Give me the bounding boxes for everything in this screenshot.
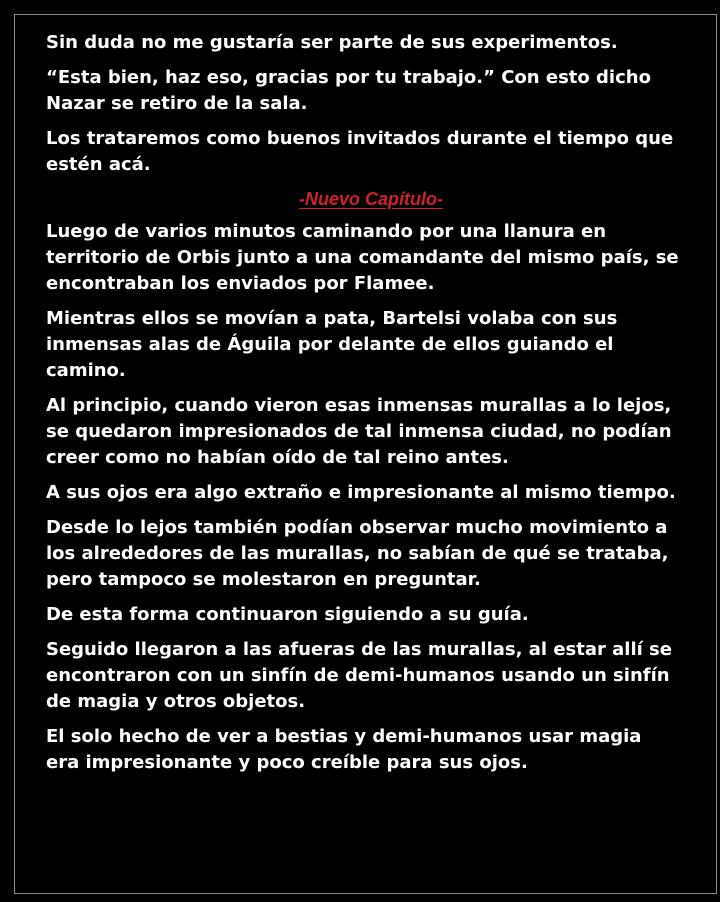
paragraphs-before-heading: [46, 30, 696, 178]
text-line: Sin duda no me gustaría ser parte de sus experimentos.: [46, 32, 618, 53]
text-line: Luego de varios minutos caminando por una llanura en: [46, 221, 607, 242]
paragraph: [46, 219, 696, 297]
text-line: Al principio, cuando vieron esas inmensas murallas a lo lejos,: [46, 395, 672, 416]
paragraph: [46, 126, 696, 178]
text-line: creer como no habían oído de tal reino antes.: [46, 447, 509, 468]
paragraph: [46, 602, 696, 628]
text-line: encontraron con un sinfín de demi-humanos usando un sinfín: [46, 665, 670, 686]
paragraph: [46, 515, 696, 593]
text-line: se quedaron impresionados de tal inmensa ciudad, no podían: [46, 421, 672, 442]
text-line: pero tampoco se molestaron en preguntar.: [46, 569, 481, 590]
text-line: Desde lo lejos también podían observar mucho movimiento a: [46, 517, 668, 538]
chapter-heading: -Nuevo Capítulo-: [299, 189, 443, 209]
text-line: de magia y otros objetos.: [46, 691, 306, 712]
text-line: Nazar se retiro de la sala.: [46, 93, 308, 114]
text-line: estén acá.: [46, 154, 151, 175]
text-line: A sus ojos era algo extraño e impresionante al mismo tiempo.: [46, 482, 676, 503]
paragraph: [46, 637, 696, 715]
text-line: encontraban los enviados por Flamee.: [46, 273, 435, 294]
text-line: camino.: [46, 360, 126, 381]
text-line: los alrededores de las murallas, no sabían de qué se trataba,: [46, 543, 669, 564]
paragraph: [46, 65, 696, 117]
paragraph: [46, 724, 696, 776]
text-line: Mientras ellos se movían a pata, Bartelsi volaba con sus: [46, 308, 618, 329]
text-line: Los trataremos como buenos invitados durante el tiempo que: [46, 128, 674, 149]
text-line: De esta forma continuaron siguiendo a su guía.: [46, 604, 529, 625]
paragraph: [46, 306, 696, 384]
text-line: territorio de Orbis junto a una comandante del mismo país, se: [46, 247, 679, 268]
text-line: “Esta bien, haz eso, gracias por tu trabajo.” Con esto dicho: [46, 67, 651, 88]
document-body: [46, 30, 696, 785]
text-line: era impresionante y poco creíble para sus ojos.: [46, 752, 528, 773]
paragraph: [46, 393, 696, 471]
text-line: Seguido llegaron a las afueras de las murallas, al estar allí se: [46, 639, 672, 660]
text-line: El solo hecho de ver a bestias y demi-humanos usar magia: [46, 726, 642, 747]
paragraph: [46, 480, 696, 506]
paragraph: [46, 30, 696, 56]
text-line: inmensas alas de Águila por delante de ellos guiando el: [46, 334, 614, 355]
paragraphs-after-heading: [46, 219, 696, 776]
